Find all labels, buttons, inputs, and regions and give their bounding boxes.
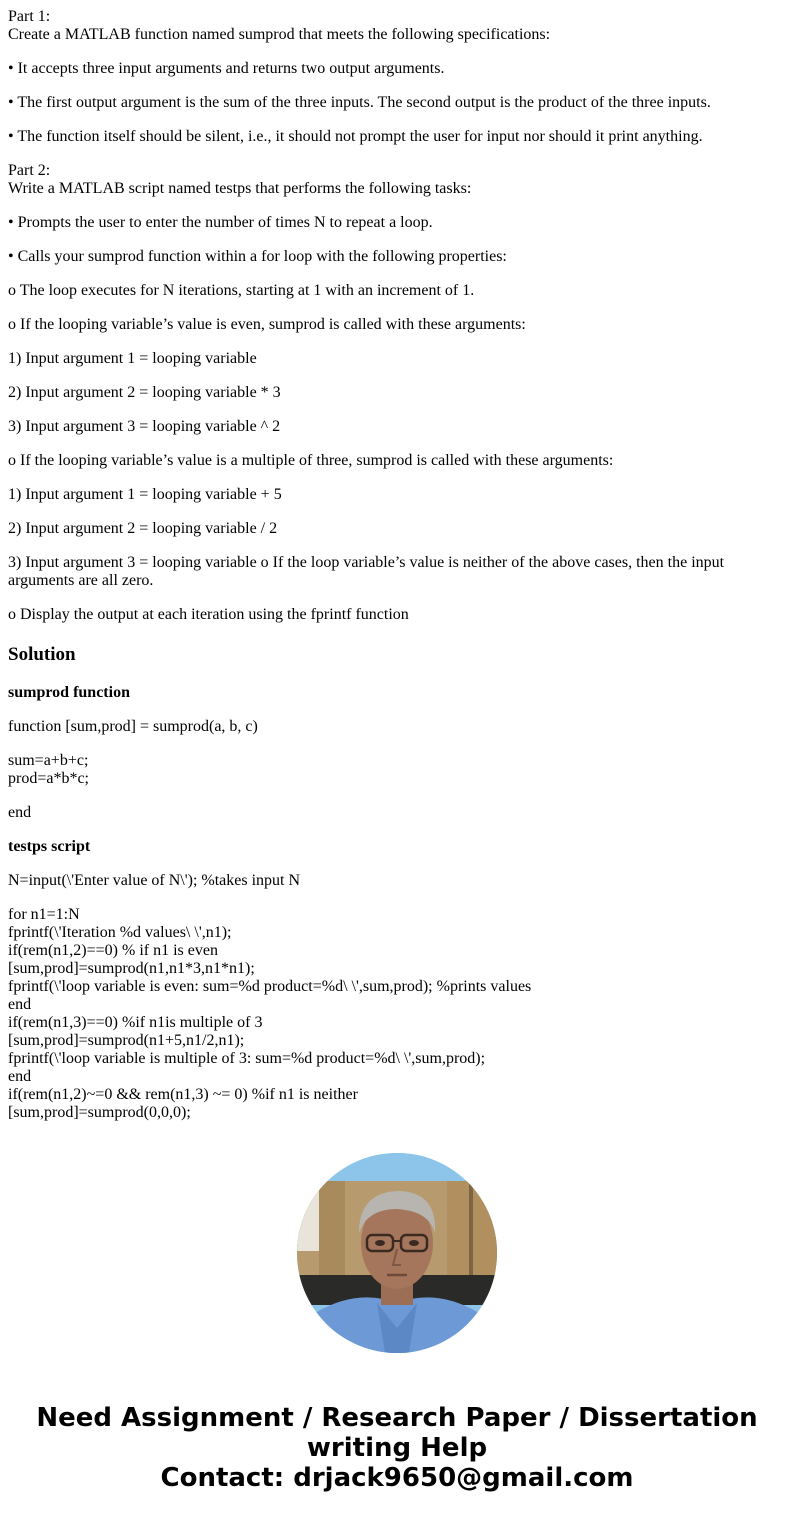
part1-intro: Create a MATLAB function named sumprod that meets the following specifications: <box>8 26 551 43</box>
testps-loop <box>8 906 786 1122</box>
code-line: if(rem(n1,2)==0) % if n1 is even <box>8 942 218 959</box>
promo-banner <box>0 1403 794 1493</box>
part2-heading: Part 2: <box>8 162 51 179</box>
part2-item: 3) Input argument 3 = looping variable o If the loop variable’s value is neither of the above cases, then the input arguments are all zero. <box>8 554 725 589</box>
code-line: end <box>8 1068 32 1085</box>
sumprod-body <box>8 752 786 788</box>
code-line: fprintf(\'Iteration %d values\ \',n1); <box>8 924 232 941</box>
part2-item: 1) Input argument 1 = looping variable <box>8 350 257 367</box>
part2-item: o The loop executes for N iterations, starting at 1 with an increment of 1. <box>8 282 475 299</box>
sumprod-end: end <box>8 804 32 821</box>
code-line: if(rem(n1,2)~=0 && rem(n1,3) ~= 0) %if n1 is neither <box>8 1086 358 1103</box>
code-line: [sum,prod]=sumprod(n1,n1*3,n1*n1); <box>8 960 255 977</box>
document-body <box>8 8 786 1138</box>
part1-bullet: • The first output argument is the sum of the three inputs. The second output is the product of the three inputs. <box>8 94 711 111</box>
part2-item: 3) Input argument 3 = looping variable ^ 2 <box>8 418 281 435</box>
part1-block <box>8 8 786 44</box>
solution-heading: Solution <box>8 644 76 665</box>
code-line: end <box>8 996 32 1013</box>
code-line: [sum,prod]=sumprod(n1+5,n1/2,n1); <box>8 1032 245 1049</box>
part2-item: o If the looping variable’s value is even, sumprod is called with these arguments: <box>8 316 526 333</box>
portrait-image <box>297 1153 497 1353</box>
code-line: [sum,prod]=sumprod(0,0,0); <box>8 1104 191 1121</box>
part2-item: • Calls your sumprod function within a for loop with the following properties: <box>8 248 507 265</box>
part2-item: o If the looping variable’s value is a multiple of three, sumprod is called with these arguments: <box>8 452 614 469</box>
part2-item: o Display the output at each iteration using the fprintf function <box>8 606 409 623</box>
code-line: for n1=1:N <box>8 906 80 923</box>
code-line: prod=a*b*c; <box>8 770 89 787</box>
part2-item: 2) Input argument 2 = looping variable * 3 <box>8 384 281 401</box>
code-line: if(rem(n1,3)==0) %if n1is multiple of 3 <box>8 1014 263 1031</box>
part2-item: 2) Input argument 2 = looping variable / 2 <box>8 520 278 537</box>
code-line: sum=a+b+c; <box>8 752 89 769</box>
promo-line-1: Need Assignment / Research Paper / Dissertation <box>36 1403 758 1433</box>
testps-heading: testps script <box>8 838 91 855</box>
code-line: fprintf(\'loop variable is even: sum=%d product=%d\ \',sum,prod); %prints values <box>8 978 532 995</box>
part2-block <box>8 162 786 198</box>
sumprod-signature: function [sum,prod] = sumprod(a, b, c) <box>8 718 258 735</box>
part2-intro: Write a MATLAB script named testps that performs the following tasks: <box>8 180 472 197</box>
promo-line-2: writing Help <box>306 1433 488 1463</box>
part2-item: • Prompts the user to enter the number of times N to repeat a loop. <box>8 214 433 231</box>
promo-contact: Contact: drjack9650@gmail.com <box>160 1463 634 1493</box>
avatar <box>297 1153 497 1353</box>
part2-item: 1) Input argument 1 = looping variable + 5 <box>8 486 282 503</box>
sumprod-heading: sumprod function <box>8 684 130 701</box>
part1-heading: Part 1: <box>8 8 51 25</box>
part1-bullet: • It accepts three input arguments and returns two output arguments. <box>8 60 445 77</box>
code-line: fprintf(\'loop variable is multiple of 3: sum=%d product=%d\ \',sum,prod); <box>8 1050 486 1067</box>
testps-input-line: N=input(\'Enter value of N\'); %takes input N <box>8 872 301 889</box>
part1-bullet: • The function itself should be silent, i.e., it should not prompt the user for input nor should it print anything. <box>8 128 703 145</box>
